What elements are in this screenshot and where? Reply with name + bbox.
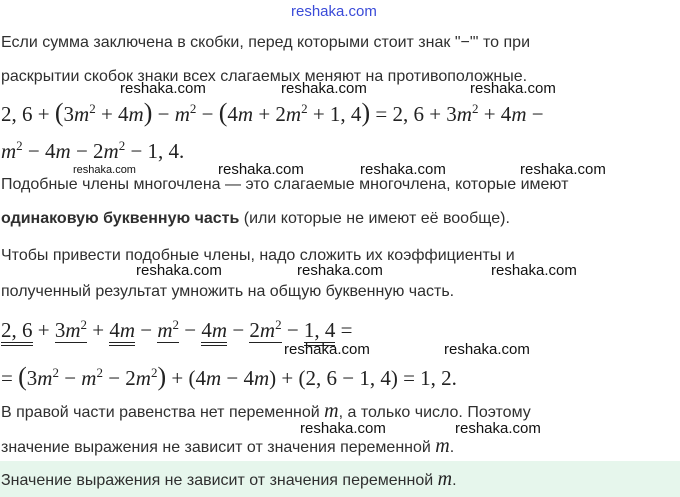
rule3-line2: полученный результат умножить на общую буквенную часть.: [1, 283, 455, 300]
watermark: reshaka.com: [455, 420, 541, 437]
watermark: reshaka.com: [281, 80, 367, 97]
watermark: reshaka.com: [218, 161, 304, 178]
watermark: reshaka.com: [120, 80, 206, 97]
watermark: reshaka.com: [491, 262, 577, 279]
watermark: reshaka.com: [444, 341, 530, 358]
answer-box: [0, 461, 680, 497]
rule2-line2: [1, 209, 510, 229]
watermark: reshaka.com: [136, 262, 222, 279]
rule1-line1: Если сумма заключена в скобки, перед которыми стоит знак "−"' то при: [1, 34, 531, 51]
watermark: reshaka.com: [520, 161, 606, 178]
watermark: reshaka.com: [284, 341, 370, 358]
expression1-line1: 2, $6 + (3m^2 + 4m) - m^2 - (4m + 2m^2 + 1$, 4) = 2, $6 + 3m^2 + 4m$ −: [1, 98, 544, 127]
answer-text: Значение выражения не зависит от значения переменной m.: [1, 468, 457, 490]
watermark-top: reshaka.com: [291, 3, 377, 20]
expression1-line2: $m^2 - 4m - 2m^2 - 1$, 4.: [1, 138, 185, 163]
watermark: reshaka.com: [300, 420, 386, 437]
watermark: reshaka.com: [73, 164, 136, 176]
conclusion-line1: В правой части равенства нет переменной m, а только число. Поэтому: [1, 400, 531, 422]
rule3-line1: Чтобы привести подобные члены, надо сложить их коэффициенты и: [1, 247, 515, 264]
watermark: reshaka.com: [360, 161, 446, 178]
watermark: reshaka.com: [470, 80, 556, 97]
rule2-line1: Подобные члены многочлена — это слагаемые многочлена, которые имеют: [1, 176, 569, 193]
rule2-bold: одинаковую буквенную часть: [1, 210, 240, 227]
watermark: reshaka.com: [297, 262, 383, 279]
rule2-rest: (или которые не имеют её вообще).: [239, 210, 510, 227]
rule1-line2: раскрытии скобок знаки всех слагаемых меняют на противоположные.: [1, 68, 528, 85]
expression2-line2: = $(3m^2 - m^2 - 2m^2) + (4m - 4m) + (2$, 6 − 1, 4) = 1, 2.: [1, 362, 457, 391]
conclusion-line2: значение выражения не зависит от значения переменной m.: [1, 435, 455, 457]
expression2-line1: 2, $6 + 3m^2 + 4m - m^2 - 4m - 2m^2 - 1$, 4 =: [1, 312, 353, 343]
